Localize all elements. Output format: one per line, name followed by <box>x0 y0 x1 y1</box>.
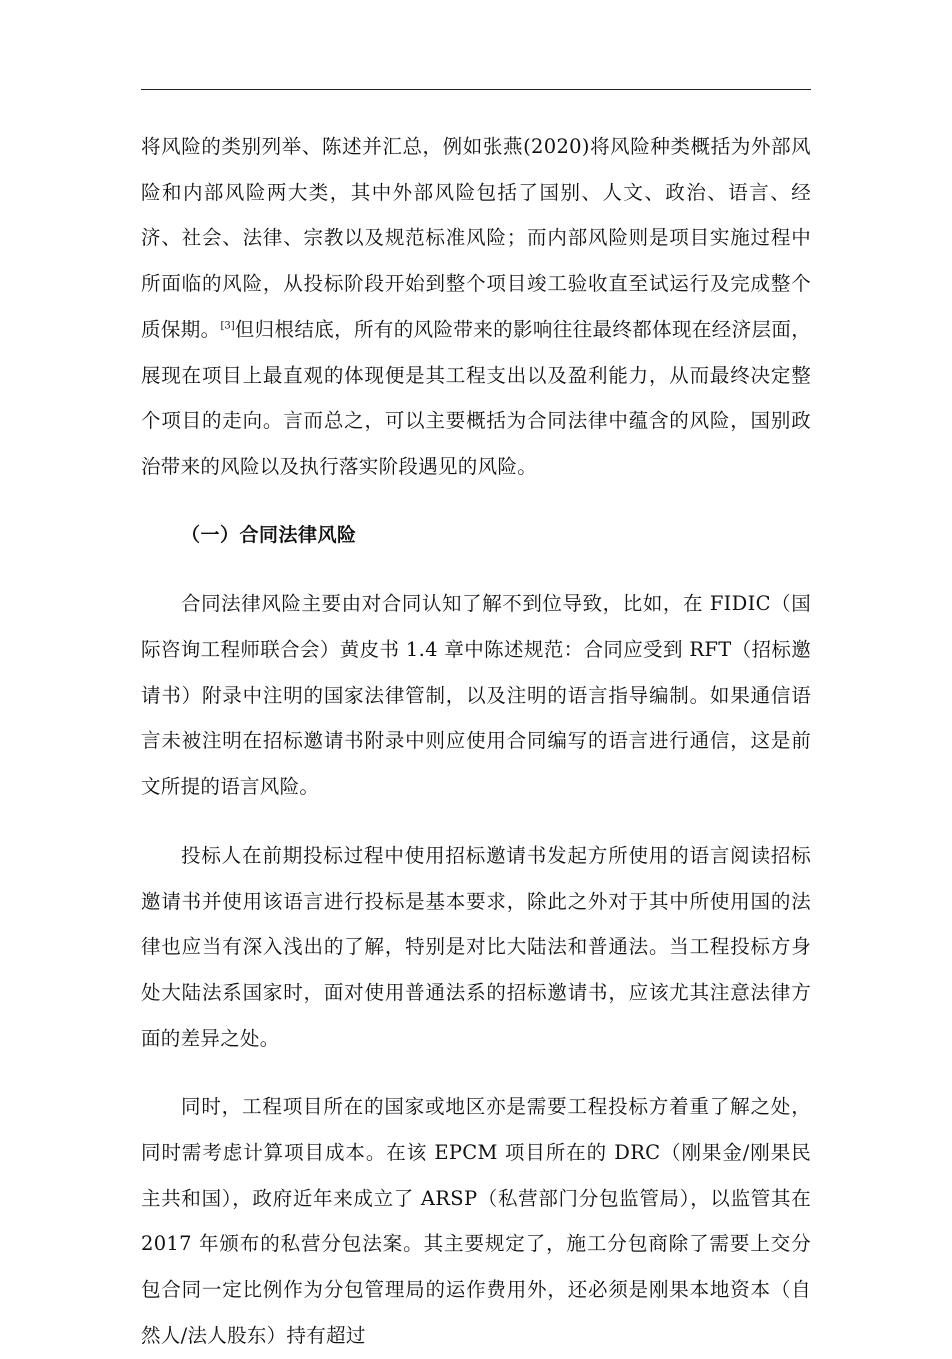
paragraph-text: 将风险的类别列举、陈述并汇总，例如张燕(2020)将风险种类概括为外部风险和内部风险两大类，其中外部风险包括了国别、人文、政治、语言、经济、社会、法律、宗教以及规范标准风险；而内部风险则是项目实施过程中所面临的风险，从投标阶段开始到整个项目竣工验收直至试运行及完成整个质保期。 <box>141 135 811 341</box>
header-rule <box>141 89 811 90</box>
paragraph-contract-legal-risk: 合同法律风险主要由对合同认知了解不到位导致，比如，在 FIDIC（国际咨询工程师联合会）黄皮书 1.4 章中陈述规范：合同应受到 RFT（招标邀请书）附录中注明的国家法律管制，以及注明的语言指导编制。如果通信语言未被注明在招标邀请书附录中则应使用合同编写的语言进行通信，这是前文所提的语言风险。 <box>141 592 811 799</box>
document-body <box>141 124 811 1359</box>
paragraph-bidder-language-law: 投标人在前期投标过程中使用招标邀请书发起方所使用的语言阅读招标邀请书并使用该语言进行投标是基本要求，除此之外对于其中所使用国的法律也应当有深入浅出的了解，特别是对比大陆法和普通法。当工程投标方身处大陆法系国家时，面对使用普通法系的招标邀请书，应该尤其注意法律方面的差异之处。 <box>141 843 811 1050</box>
paragraph-spacer <box>141 558 811 581</box>
paragraph-project-country: 同时，工程项目所在的国家或地区亦是需要工程投标方着重了解之处，同时需考虑计算项目成本。在该 EPCM 项目所在的 DRC（刚果金/刚果民主共和国），政府近年来成立了 ARSP（私营部门分包监管局），以监管其在 2017 年颁布的私营分包法案。其主要规定了，施工分包商除了需要上交分包合同一定比例作为分包管理局的运作费用外，还必须是刚果本地资本（自然人/法人股东）持有超过 <box>141 1095 811 1347</box>
citation-reference: [3] <box>220 320 235 332</box>
paragraph-spacer <box>141 490 811 513</box>
section-heading: （一）合同法律风险 <box>181 523 357 546</box>
paragraph-text: 但归根结底，所有的风险带来的影响往往最终都体现在经济层面，展现在项目上最直观的体现便是其工程支出以及盈利能力，从而最终决定整个项目的走向。言而总之，可以主要概括为合同法律中蕴含的风险，国别政治带来的风险以及执行落实阶段遇见的风险。 <box>141 317 812 478</box>
paragraph-spacer <box>141 810 811 833</box>
paragraph-spacer <box>141 1061 811 1084</box>
paragraph-risk-categories <box>141 124 811 490</box>
